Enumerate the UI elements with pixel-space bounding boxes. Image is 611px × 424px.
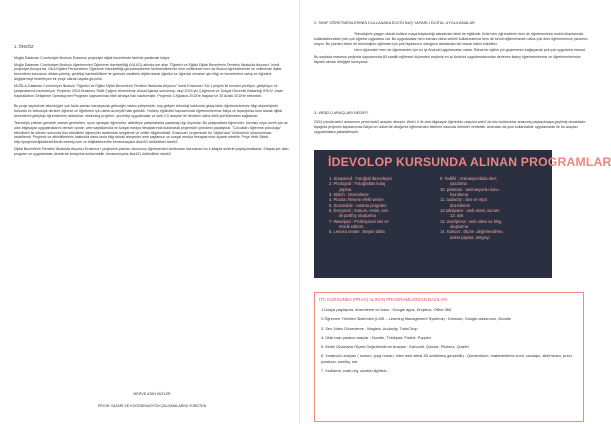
- box-item: 5. Mobil Cihazlarla Ölçme Değerlendirme Araçları : Kahootit, Quizizz, Plickers, Quizlet: [321, 344, 469, 350]
- box-item: 2.Öğrenme Yönetim Sistemleri (LMS – Learning Management Systems) : Edmodo, Google classroom, Moodle: [321, 316, 512, 322]
- box-title: İTC KURSUNDA (PRAG) ALINAN PROGRAMLARDAN BAZILARI: [319, 297, 448, 302]
- box-item: 7. Kodlama: code.org, scratch,lightbot...: [321, 367, 390, 373]
- section1-body: [14, 56, 290, 158]
- box-item: 4. Ufak bazı yaratıcı araçlar : Doodle, Thinkpad, Padlet, Popplet: [321, 334, 431, 340]
- programs-banner: [314, 150, 611, 278]
- paragraph: Bu sayfada erasmus projemiz kapsamında 80 saatlik eğitimsel ölçümden seçilmiş en iyi Android uygulamalarından derlenen listeyi öğretmenlerimiz ve öğretmenlerimize faydalı olması dileğiyle sunuyoruz.: [314, 54, 581, 64]
- signature-name: MERVE ATAN İKİZLER: [133, 392, 171, 396]
- program-item: 4. Picasa :Resme efekt verme: [329, 197, 384, 203]
- program-item: müzik editörü: [339, 224, 364, 230]
- paragraph: Bu proje sayesinde teknolojiyle çok fazla zaman harcayacak geleceğin insanı yetişmekte; hoş gelişen teknoloji hakkında geçiş-farklı öğretmenlerimiz bilgi alışverişinde bulundu ve teknolojik dersleri öğrenci ve öğretmen için daha da keyifli hale getirdik. Yurtdışı eğitimleri kapsamında öğretmenlerimiz İtalya ve İspanya'da kurs alarak dijital becerilerini geliştirip öğrencilerine aktardılar; etwinning projeleri, çevrimiçi uygulamalar ve web 2.0 araçları ile derslerin daha etkili yürütülmesini sağladılar.: [14, 104, 282, 119]
- section2-heading: 2. SINIF ÖĞRETMENLERİNİN KULLANABİLECEĞİ BAŞ YAPARLI DİJİTAL UYGULAMALAR: [314, 20, 475, 25]
- box-list: [321, 307, 579, 377]
- box-item: 6. Yaratıcılık araçları ( sunum, çizgi roman, ödev web sitesi 3D anlatılmış gerçeklik) : Quiverxision, makesbelieve.cumi, cloudqio, slide'sharo, prezi, powtoon, weebly, wix: [321, 353, 573, 364]
- program-item: 5. Scannable : tarama programı: [329, 202, 387, 208]
- program-item: 13. wordpress : web sitesi ve blog: [440, 218, 502, 224]
- section2-body: [314, 32, 590, 66]
- right-page: [300, 0, 611, 424]
- left-page: [0, 0, 300, 424]
- program-item: 10. powtoon : animasyonlu sunu: [440, 186, 499, 192]
- program-item: 13. ünit: [450, 213, 464, 219]
- program-item: 1. Snapseed : Fotoğraf düzenleyici: [329, 176, 393, 181]
- paragraph: Muğla Dalaman Cumhuriyet İlkokulu Erasmus projesiyle dijital becerilerde farklılık yaratmak istiyor.: [14, 56, 171, 60]
- program-item: 6. Everynoti : Sunum, resim, ses: [329, 208, 388, 214]
- banner-list-left: [329, 176, 444, 235]
- program-item: yapma: [339, 186, 352, 192]
- section3-body: 2004 yılında web1 anlamının yerini web2 araçları almıştır. Web1.0 ile ana bilgisayar öğelerinin ulaşılım web2 de tüm kullanıcılar arasında paylaşılmaya geçilmiş olmaktadır. Aşağıda projemiz kapsamında İtalya'nın Udine'de aldığımız eğitimlerden listelere basında örnekler verilebilir. Ardından da yine kullanılabilir uygulamaları ile bu araçları uygulamalara yakalattmıştır.: [314, 120, 586, 134]
- program-item: 2. Photogrid : Fotoğraftan kolaj: [329, 181, 385, 187]
- paragraph: Teknolojik çıktıları genelde zaman gerektiren, oyun oynayan öğrenciler, aktiviteye çalışmalarda yaşamayı ilgi duydular. Bu çalışmalarla öğrenciler, ücretsiz veya ücreti çok az olan bilgisayar uygulamalarını dersler içinde, web sayfalarında ve sosyal medya hesaplarında kullanarak projemizin çıktılarını paylaştılar. "Çocukları öğrenme yolculuğu" etkinlikleri ile dönem sonunda tüm etkinlikler öğrenciler tarafından sergilendi ve veliler bilgilendirildi. Erasmus+ projemizde bir "dijital okul" kültürünün oluşturulması hedeflendi. Projemiz ve etkinliklerimiz hakkında daha fazla bilgi almak isteyenler web sayfamızı ve sosyal medya hesaplarımızı ziyaret edebilir. Proje Web Sitesi: http://projemizdijitalbecerilerdir.weebly.com ve #dijitalbeceriler #erasmusplus #ka101 #etkinlikler #web2: [14, 120, 288, 145]
- program-item: ile portföy oluşturma: [339, 213, 376, 219]
- banner-title: İDEVOLOP KURSUNDA ALINAN PROGRAMLAR: [328, 155, 611, 169]
- paragraph: MUĞLA-Dalaman Cumhuriyet İlkokulu "Öğretici ve Eğitici Dijital Becerilerin Temelini İlkokulda Atıyoruz" isimli Erasmus+ KA 1 projesi ile kendini yeniliyor, geliştiriyor ve çalışmalarına hazırlanıyor. Projemiz 2015 Erasmus Teklif Çağrısı döneminde Ulusal Ajansa sunulmuş; olup 2015 yılı Çağrısına ve Sosyal Güvenlik Bakanlığı IPA IV. İnsan Kaynaklarını Geliştirme Operasyonel Programı kapsamında hibe almaya hak kazanmıştır. Projemiz 1 Ağustos 2015'te başladı ve 30 Aralık 2015'te bitecektir.: [14, 83, 284, 98]
- program-item: anket yapma, öntgrup: [450, 234, 490, 240]
- paragraph: Teknolojinin yaygın olarak kullanıl maya başlandığı alanlardan birisi de eğitimdir. Artık hem öğrencilerin hem de öğretmenlerin mobil cihazlarında kullanabilecekleri pek çok öğretici uygulama var. Bu uygulamalar hem zamanı daha verimli kullanmamıza hem de kendi eğitimimizden daha çok ders öğrenmemize yardımcı oluyor. Bu yüzden bizler de teknolojinin eğitimsel için pek faydasının olduğunu alanlardan biri olarak kabul edebiliriz.: [314, 32, 588, 46]
- program-item: hazırlama: [450, 192, 468, 198]
- section3-heading: 3. WEB2.0 ARAÇLARI NEDİR?: [314, 110, 369, 115]
- program-item: 12.wikispace : web sitesi, sunum: [440, 208, 500, 214]
- banner-list-right: [440, 176, 548, 240]
- signature-role: PROJE YAZARI VE KOORDİNASYON ÇALIŞMALARINI YÜRÜTEN: [97, 404, 207, 408]
- itc-programs-box: [314, 292, 584, 422]
- program-item: oluşturma: [450, 224, 468, 230]
- program-item: 7. Wavepad : Profesyonel ses ve: [329, 218, 389, 224]
- program-item: 11. audacity : Ses ve mp3: [440, 197, 487, 203]
- paragraph: Hem öğrenciler hem de öğretmenler için en iyi Android uygulamaları varlar. Rahat bir eğitim yılı geçirmenizi sağlayacak pek çok uygulama mevcut.: [354, 48, 587, 53]
- box-item: 3. Sev-Video Düzenleme : Magisto, Audacity, TubeChop: [321, 325, 418, 331]
- program-item: 8. Lenoso create : Beyan tahta: [329, 229, 385, 235]
- program-item: 9. Tedfilé : Animasyonlarla ders: [440, 176, 497, 181]
- program-item: düzenleme: [450, 202, 471, 208]
- program-item: yazdırma: [450, 181, 467, 187]
- paragraph: Dijital Becerilerin Temelini İlkokulda Atıyoruz Erasmus+ projesinin çıktıları okulumuz öğretmenleri tarafından hazırlanan bu e-kitapta sizlerle paylaşılmaktadır. Kitapta yer alan program ve uygulamalar derslerde kolaylıkla kullanılabilir. #erasmusplus #ka101 #etkinlikler #web2: [14, 146, 289, 156]
- program-item: 14. Kahoot : ölçme ,değerlendirme,: [440, 229, 504, 235]
- program-item: 3. Skitch : Düzenleme: [329, 192, 369, 198]
- box-item: 1.Dosya paylaşma, düzenleme ve fotoo : Google apps, Dropbox, Office 365: [321, 307, 452, 312]
- section1-heading: 1. ÖNSÖZ: [14, 44, 34, 49]
- paragraph: Muğla Dalaman Cumhuriyet İlkokulu öğretmenleri Öğrenme Hareketliliği (KA101) altında yer alan "Öğretici ve Eğitici Dijital Becerilerin Temelini İlkokulda Atıyoruz" isimli projesiyle Avrupa'da, Okul Eğitimi Personelinin Öğrenme Hareketliliği gerçekleştirerek hemkendilerinde hem velilerinde hem de İlkokul öğrencilerinde ve velilerinde dijital becerilerin konusunu dikkat çekmiş; yenilikçi hareketlilikleri ile gelecek nesillerin dijital olarak öğretici ve öğrenici olmaları için bilgi ve becerilerine sahip ve öğretimi değiştirmeyi hedefleyen bir proje olarak hayata geçirildi.: [14, 62, 282, 82]
